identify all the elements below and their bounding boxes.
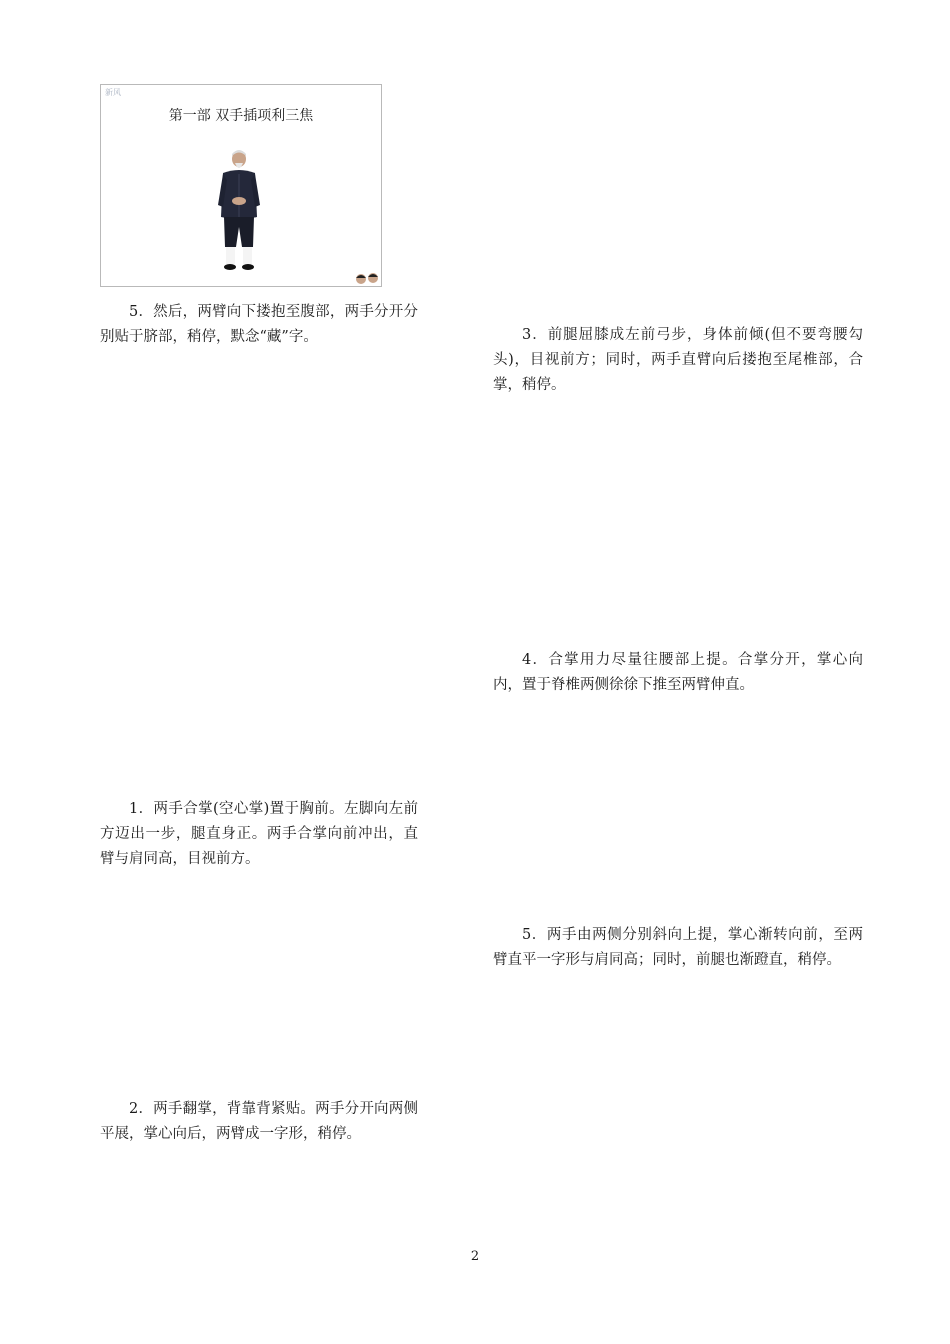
step-paragraph-right-3: 3．前腿屈膝成左前弓步，身体前倾(但不要弯腰勾头)，目视前方；同时，两手直臂向后搂抱至尾椎部，合掌，稍停。: [493, 327, 863, 393]
step-paragraph-left-1: 1．两手合掌(空心掌)置于胸前。左脚向左前方迈出一步，腿直身正。两手合掌向前冲出，直臂与肩同高，目视前方。: [100, 801, 418, 867]
video-still-figure: [100, 84, 382, 287]
instructor-figure: [209, 147, 269, 277]
step-paragraph-right-4: 4．合掌用力尽量往腰部上提。合掌分开，掌心向内，置于脊椎两侧徐徐下推至两臂伸直。: [493, 652, 863, 693]
channel-logo: 新风: [105, 88, 121, 97]
step-paragraph-left-5: 5．然后，两臂向下搂抱至腹部，两手分开分别贴于脐部，稍停，默念“藏”字。: [100, 304, 418, 345]
step-paragraph-left-2: 2．两手翻掌，背靠背紧贴。两手分开向两侧平展，掌心向后，两臂成一字形，稍停。: [100, 1101, 418, 1142]
page-number: 2: [470, 1249, 480, 1264]
figure-title: 第一部 双手插项利三焦: [168, 108, 314, 124]
audience-thumbnail: [355, 271, 379, 285]
step-paragraph-right-5: 5．两手由两侧分别斜向上提，掌心渐转向前，至两臂直平一字形与肩同高；同时，前腿也渐蹬直，稍停。: [493, 927, 863, 968]
